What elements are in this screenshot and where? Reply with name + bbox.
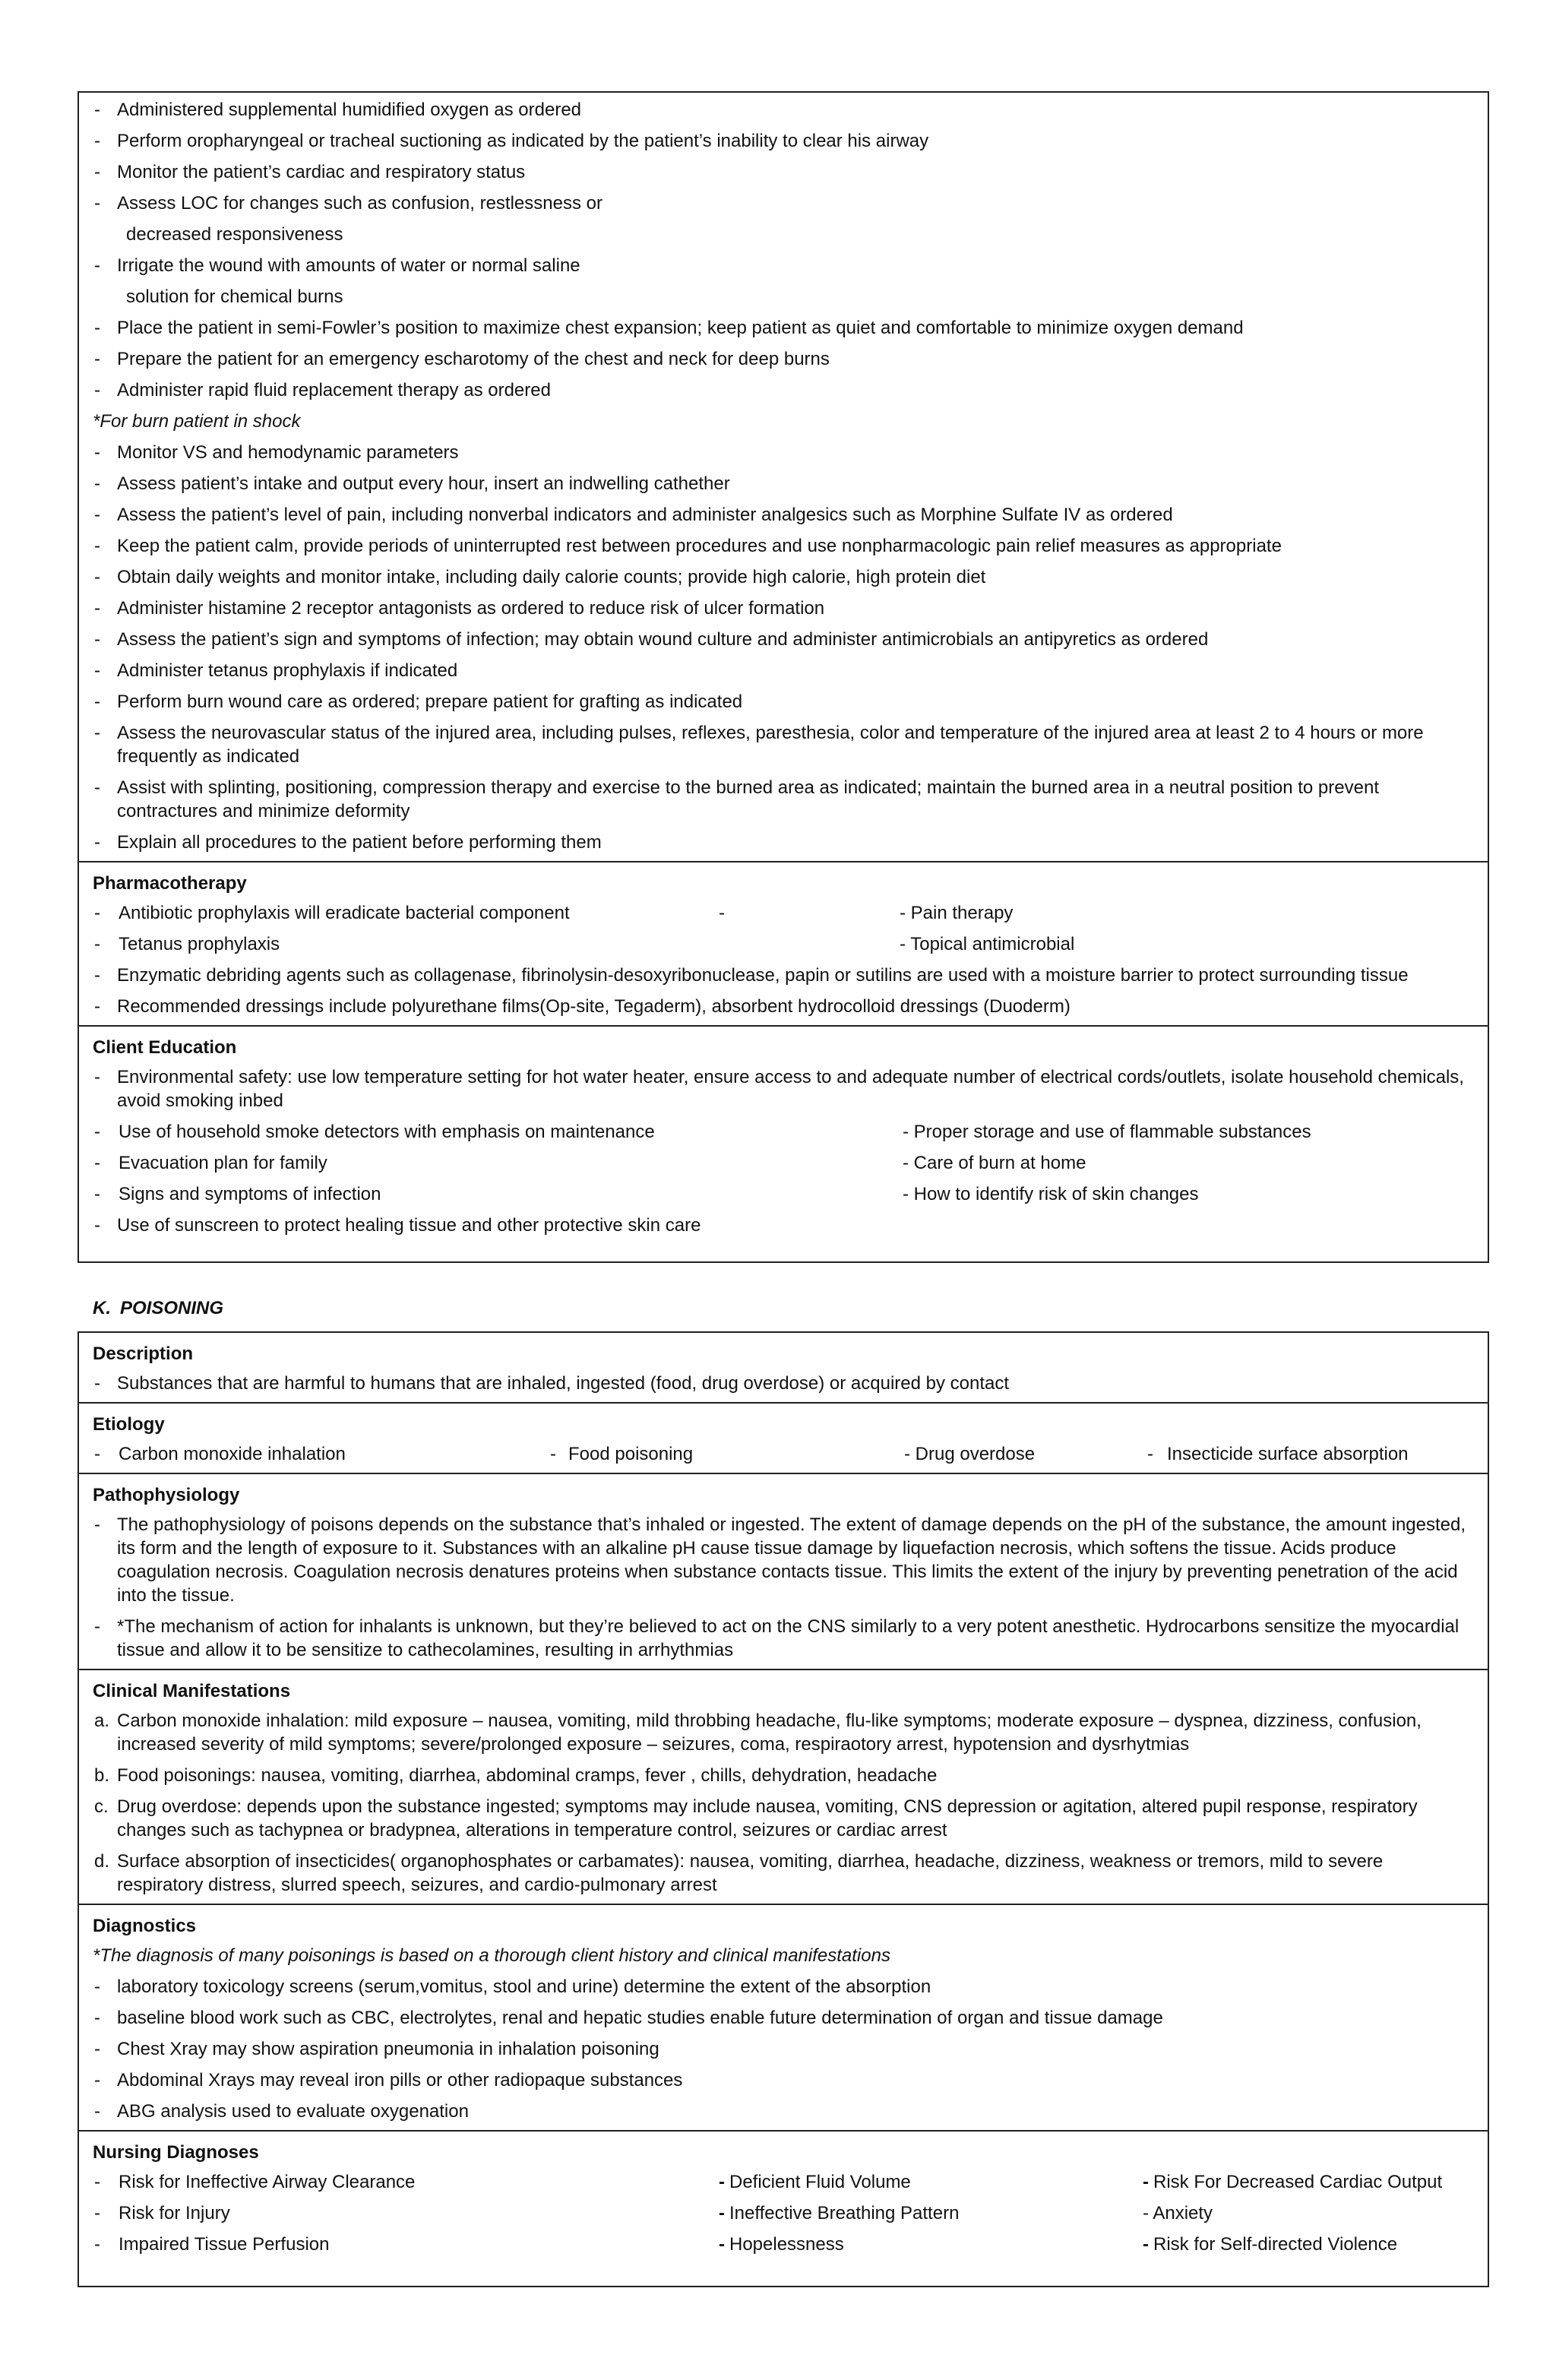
pathophysiology-section — [79, 1473, 1488, 1669]
list-item: - Perform oropharyngeal or tracheal suctioning as indicated by the patient’s inability to clear his airway — [94, 131, 929, 151]
list-item: - Place the patient in semi-Fowler’s position to maximize chest expansion; keep patient as quiet and comfortable to minimize oxygen demand — [94, 318, 1244, 338]
list-item: - Prepare the patient for an emergency escharotomy of the chest and neck for deep burns — [94, 349, 830, 369]
list-item: - Assess the patient’s level of pain, including nonverbal indicators and administer analgesics such as Morphine Sulfate IV as ordered — [94, 505, 1173, 525]
list-item: - Assess the neurovascular status of the injured area, including pulses, reflexes, paresthesia, color and temperature of the injured area at least 2 to 4 hours or more frequently as indicated — [94, 723, 1424, 767]
list-item: - baseline blood work such as CBC, electrolytes, renal and hepatic studies enable future determination of organ and tissue damage — [94, 2008, 1163, 2028]
list-item: b. Food poisonings: nausea, vomiting, diarrhea, abdominal cramps, fever , chills, dehydration, headache — [94, 1765, 938, 1786]
diagnostics-section — [79, 1904, 1488, 2130]
list-item-continuation: solution for chemical burns — [126, 286, 343, 307]
list-row: - Tetanus prophylaxis - Topical antimicrobial — [94, 934, 1075, 954]
list-item: - Irrigate the wound with amounts of water or normal saline — [94, 255, 580, 276]
section-heading: Client Education — [93, 1037, 237, 1058]
list-item: - Abdominal Xrays may reveal iron pills or other radiopaque substances — [94, 2070, 683, 2090]
etiology-section — [79, 1402, 1488, 1473]
section-title: K. POISONING — [93, 1298, 224, 1318]
list-item: - Explain all procedures to the patient before performing them — [94, 832, 602, 853]
list-item: c. Drug overdose: depends upon the substance ingested; symptoms may include nausea, vomiting, CNS depression or agitation, altered pupil response, respiratory changes such as tachypnea or bradypnea, alterations in temperature control, seizures or cardiac arrest — [94, 1796, 1418, 1840]
list-item: - Administer tetanus prophylaxis if indicated — [94, 660, 458, 681]
clinical-manifestations-section — [79, 1669, 1488, 1904]
poisoning-table — [77, 1331, 1489, 2287]
section-heading: Nursing Diagnoses — [93, 2142, 259, 2163]
list-row: - Impaired Tissue Perfusion - Hopelessness - Risk for Self-directed Violence — [94, 2234, 1398, 2255]
section-heading: Description — [93, 1343, 194, 1364]
list-item: - Substances that are harmful to humans that are inhaled, ingested (food, drug overdose) or acquired by contact — [94, 1373, 1010, 1394]
list-row: - Risk for Injury - Ineffective Breathing Pattern - Anxiety — [94, 2203, 1213, 2223]
list-item: - Monitor VS and hemodynamic parameters — [94, 442, 459, 463]
list-item: - Keep the patient calm, provide periods of uninterrupted rest between procedures and use nonpharmacologic pain relief measures as appropriate — [94, 536, 1282, 556]
list-item: - Assess patient’s intake and output every hour, insert an indwelling cathether — [94, 473, 730, 494]
diagnostics-note: *The diagnosis of many poisonings is based on a thorough client history and clinical manifestations — [93, 1945, 890, 1966]
description-section — [79, 1333, 1488, 1402]
list-item: - Assess LOC for changes such as confusion, restlessness or — [94, 193, 602, 214]
section-heading: Etiology — [93, 1414, 165, 1435]
list-item: - Monitor the patient’s cardiac and respiratory status — [94, 162, 526, 182]
section-heading: Pharmacotherapy — [93, 873, 247, 894]
list-item: - Recommended dressings include polyurethane films(Op-site, Tegaderm), absorbent hydrocolloid dressings (Duoderm) — [94, 996, 1071, 1017]
list-item: - Perform burn wound care as ordered; prepare patient for grafting as indicated — [94, 692, 743, 712]
list-row: - Antibiotic prophylaxis will eradicate bacterial component - - Pain therapy — [94, 903, 1014, 923]
list-item-continuation: decreased responsiveness — [126, 224, 343, 245]
list-item: d. Surface absorption of insecticides( organophosphates or carbamates): nausea, vomiting, diarrhea, headache, dizziness, weakness or tremors, mild to severe respiratory distress, slurred speech, seizures, and cardio-pulmonary arrest — [94, 1851, 1384, 1895]
nursing-interventions-section — [79, 93, 1488, 861]
section-heading: Pathophysiology — [93, 1485, 240, 1505]
section-heading: Clinical Manifestations — [93, 1681, 291, 1701]
list-row: - Risk for Ineffective Airway Clearance - Deficient Fluid Volume - Risk For Decreased Cardiac Output — [94, 2172, 1443, 2192]
list-item: - Administered supplemental humidified oxygen as ordered — [94, 100, 582, 120]
list-item: - Environmental safety: use low temperature setting for hot water heater, ensure access to and adequate number of electrical cords/outlets, isolate household chemicals, avoid smoking inbed — [94, 1067, 1464, 1111]
pharmacotherapy-section — [79, 861, 1488, 1025]
section-heading: Diagnostics — [93, 1916, 197, 1936]
list-item: - *The mechanism of action for inhalants is unknown, but they’re believed to act on the CNS similarly to a very potent anesthetic. Hydrocarbons sensitize the myocardial tissue and allow it to be sensitize to cathecolamines, resulting in arrhythmias — [94, 1616, 1460, 1660]
list-row: - Signs and symptoms of infection - How to identify risk of skin changes — [94, 1184, 1199, 1204]
burn-care-table — [77, 91, 1489, 1263]
list-row: - Evacuation plan for family - Care of burn at home — [94, 1153, 1086, 1173]
list-row: - Use of household smoke detectors with emphasis on maintenance - Proper storage and use of flammable substances — [94, 1122, 1311, 1142]
list-item: - Obtain daily weights and monitor intake, including daily calorie counts; provide high calorie, high protein diet — [94, 567, 986, 587]
list-item: a. Carbon monoxide inhalation: mild exposure – nausea, vomiting, mild throbbing headache, flu-like symptoms; moderate exposure – dyspnea, dizziness, confusion, increased severity of mild symptoms; severe/prolonged exposure – seizures, coma, respiraotory arrest, hypotension and dysrhytmias — [94, 1711, 1422, 1755]
list-item: - Chest Xray may show aspiration pneumonia in inhalation poisoning — [94, 2039, 659, 2059]
nursing-diagnoses-section — [79, 2130, 1488, 2263]
list-item: - ABG analysis used to evaluate oxygenation — [94, 2101, 469, 2122]
list-item: - laboratory toxicology screens (serum,vomitus, stool and urine) determine the extent of the absorption — [94, 1976, 931, 1997]
list-item: - Assess the patient’s sign and symptoms of infection; may obtain wound culture and administer antimicrobials an antipyretics as ordered — [94, 629, 1209, 650]
list-item: - Assist with splinting, positioning, compression therapy and exercise to the burned area as indicated; maintain the burned area in a neutral position to prevent contractures and minimize deformity — [94, 777, 1379, 821]
list-item: - Enzymatic debriding agents such as collagenase, fibrinolysin-desoxyribonuclease, papin or sutilins are used with a moisture barrier to protect surrounding tissue — [94, 965, 1409, 986]
client-education-section — [79, 1025, 1488, 1244]
list-item: - Administer rapid fluid replacement therapy as ordered — [94, 380, 551, 400]
list-item: - Use of sunscreen to protect healing tissue and other protective skin care — [94, 1215, 701, 1236]
list-row: - Carbon monoxide inhalation - Food poisoning - Drug overdose - Insecticide surface absorption — [94, 1444, 1409, 1464]
list-item: - Administer histamine 2 receptor antagonists as ordered to reduce risk of ulcer formation — [94, 598, 825, 619]
list-item: - The pathophysiology of poisons depends on the substance that’s inhaled or ingested. The extent of damage depends on the pH of the substance, the amount ingested, its form and the length of exposure to it. Substances with an alkaline pH cause tissue damage by liquefaction necrosis, which softens the tissue. Acids produce coagulation necrosis. Coagulation necrosis denatures proteins when substance contacts tissue. This limits the extent of the injury by preventing penetration of the acid into the tissue. — [94, 1514, 1466, 1606]
shock-note: *For burn patient in shock — [93, 411, 301, 432]
